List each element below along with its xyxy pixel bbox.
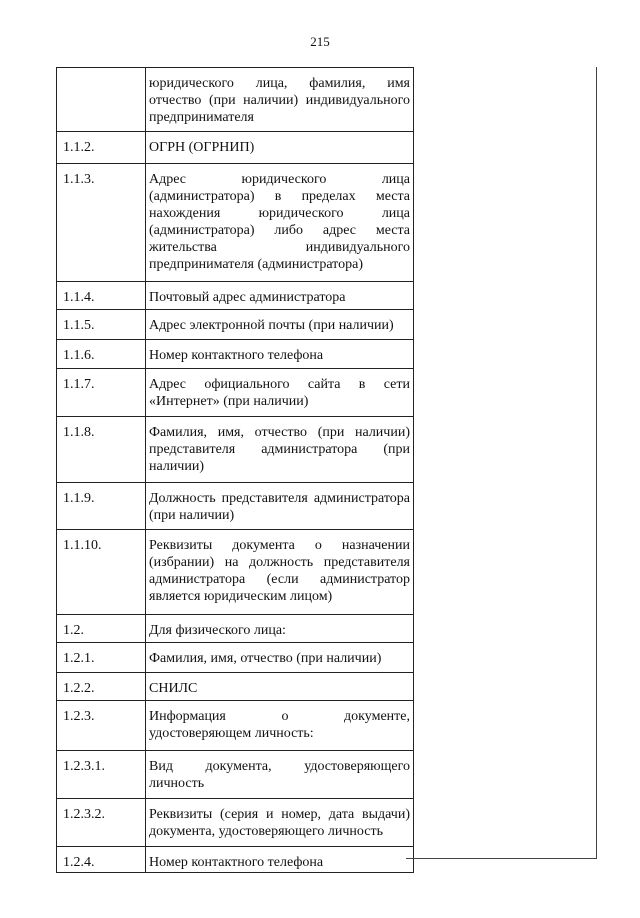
row-text: Должность представителя администратора (при наличии) (146, 483, 414, 530)
row-text: Номер контактного телефона (146, 340, 414, 369)
row-number: 1.1.2. (57, 132, 146, 164)
table-row (57, 701, 414, 751)
table-row (57, 68, 414, 132)
table-row (57, 369, 414, 417)
table-row (57, 164, 414, 282)
table-row (57, 310, 414, 340)
row-text: Номер контактного телефона (146, 847, 414, 873)
bottom-margin-rule (406, 858, 596, 859)
row-text: Адрес юридического лица (администратора) в пределах места нахождения юридического лица (администратора) либо адрес места жительства индивидуального предпринимателя (администратора) (146, 164, 414, 282)
row-number: 1.1.7. (57, 369, 146, 417)
row-number: 1.2.3.2. (57, 799, 146, 847)
table-row (57, 847, 414, 873)
row-number: 1.2.3.1. (57, 751, 146, 799)
row-number: 1.2.2. (57, 673, 146, 701)
row-text: Адрес электронной почты (при наличии) (146, 310, 414, 340)
row-number: 1.1.6. (57, 340, 146, 369)
row-text: ОГРН (ОГРНИП) (146, 132, 414, 164)
table-row (57, 417, 414, 483)
row-number: 1.1.9. (57, 483, 146, 530)
row-number: 1.2. (57, 615, 146, 643)
row-text: Вид документа, удостоверяющего личность (146, 751, 414, 799)
row-number: 1.2.4. (57, 847, 146, 873)
row-text: Реквизиты документа о назначении (избрании) на должность представителя администратора (если администратор является юридическим лицом) (146, 530, 414, 615)
table-row (57, 340, 414, 369)
row-number: 1.1.8. (57, 417, 146, 483)
row-number: 1.1.5. (57, 310, 146, 340)
row-text: Почтовый адрес администратора (146, 282, 414, 310)
row-number: 1.1.10. (57, 530, 146, 615)
row-number: 1.1.4. (57, 282, 146, 310)
row-number: 1.1.3. (57, 164, 146, 282)
right-margin-rule (596, 67, 597, 859)
table-row (57, 530, 414, 615)
row-text: Фамилия, имя, отчество (при наличии) (146, 643, 414, 673)
row-number: 1.2.1. (57, 643, 146, 673)
row-number: 1.2.3. (57, 701, 146, 751)
row-text: Реквизиты (серия и номер, дата выдачи) документа, удостоверяющего личность (146, 799, 414, 847)
row-text: юридического лица, фамилия, имя отчество (при наличии) индивидуального предпринимателя (146, 68, 414, 132)
table-row (57, 615, 414, 643)
requisites-table (56, 67, 414, 873)
row-text: СНИЛС (146, 673, 414, 701)
row-text: Информация о документе, удостоверяющем личность: (146, 701, 414, 751)
table-row (57, 673, 414, 701)
table-row (57, 799, 414, 847)
table-row (57, 643, 414, 673)
row-number (57, 68, 146, 132)
table-row (57, 282, 414, 310)
table-row (57, 751, 414, 799)
page-number: 215 (310, 34, 330, 49)
row-text: Адрес официального сайта в сети «Интернет» (при наличии) (146, 369, 414, 417)
table-row (57, 483, 414, 530)
table-row (57, 132, 414, 164)
row-text: Для физического лица: (146, 615, 414, 643)
row-text: Фамилия, имя, отчество (при наличии) представителя администратора (при наличии) (146, 417, 414, 483)
